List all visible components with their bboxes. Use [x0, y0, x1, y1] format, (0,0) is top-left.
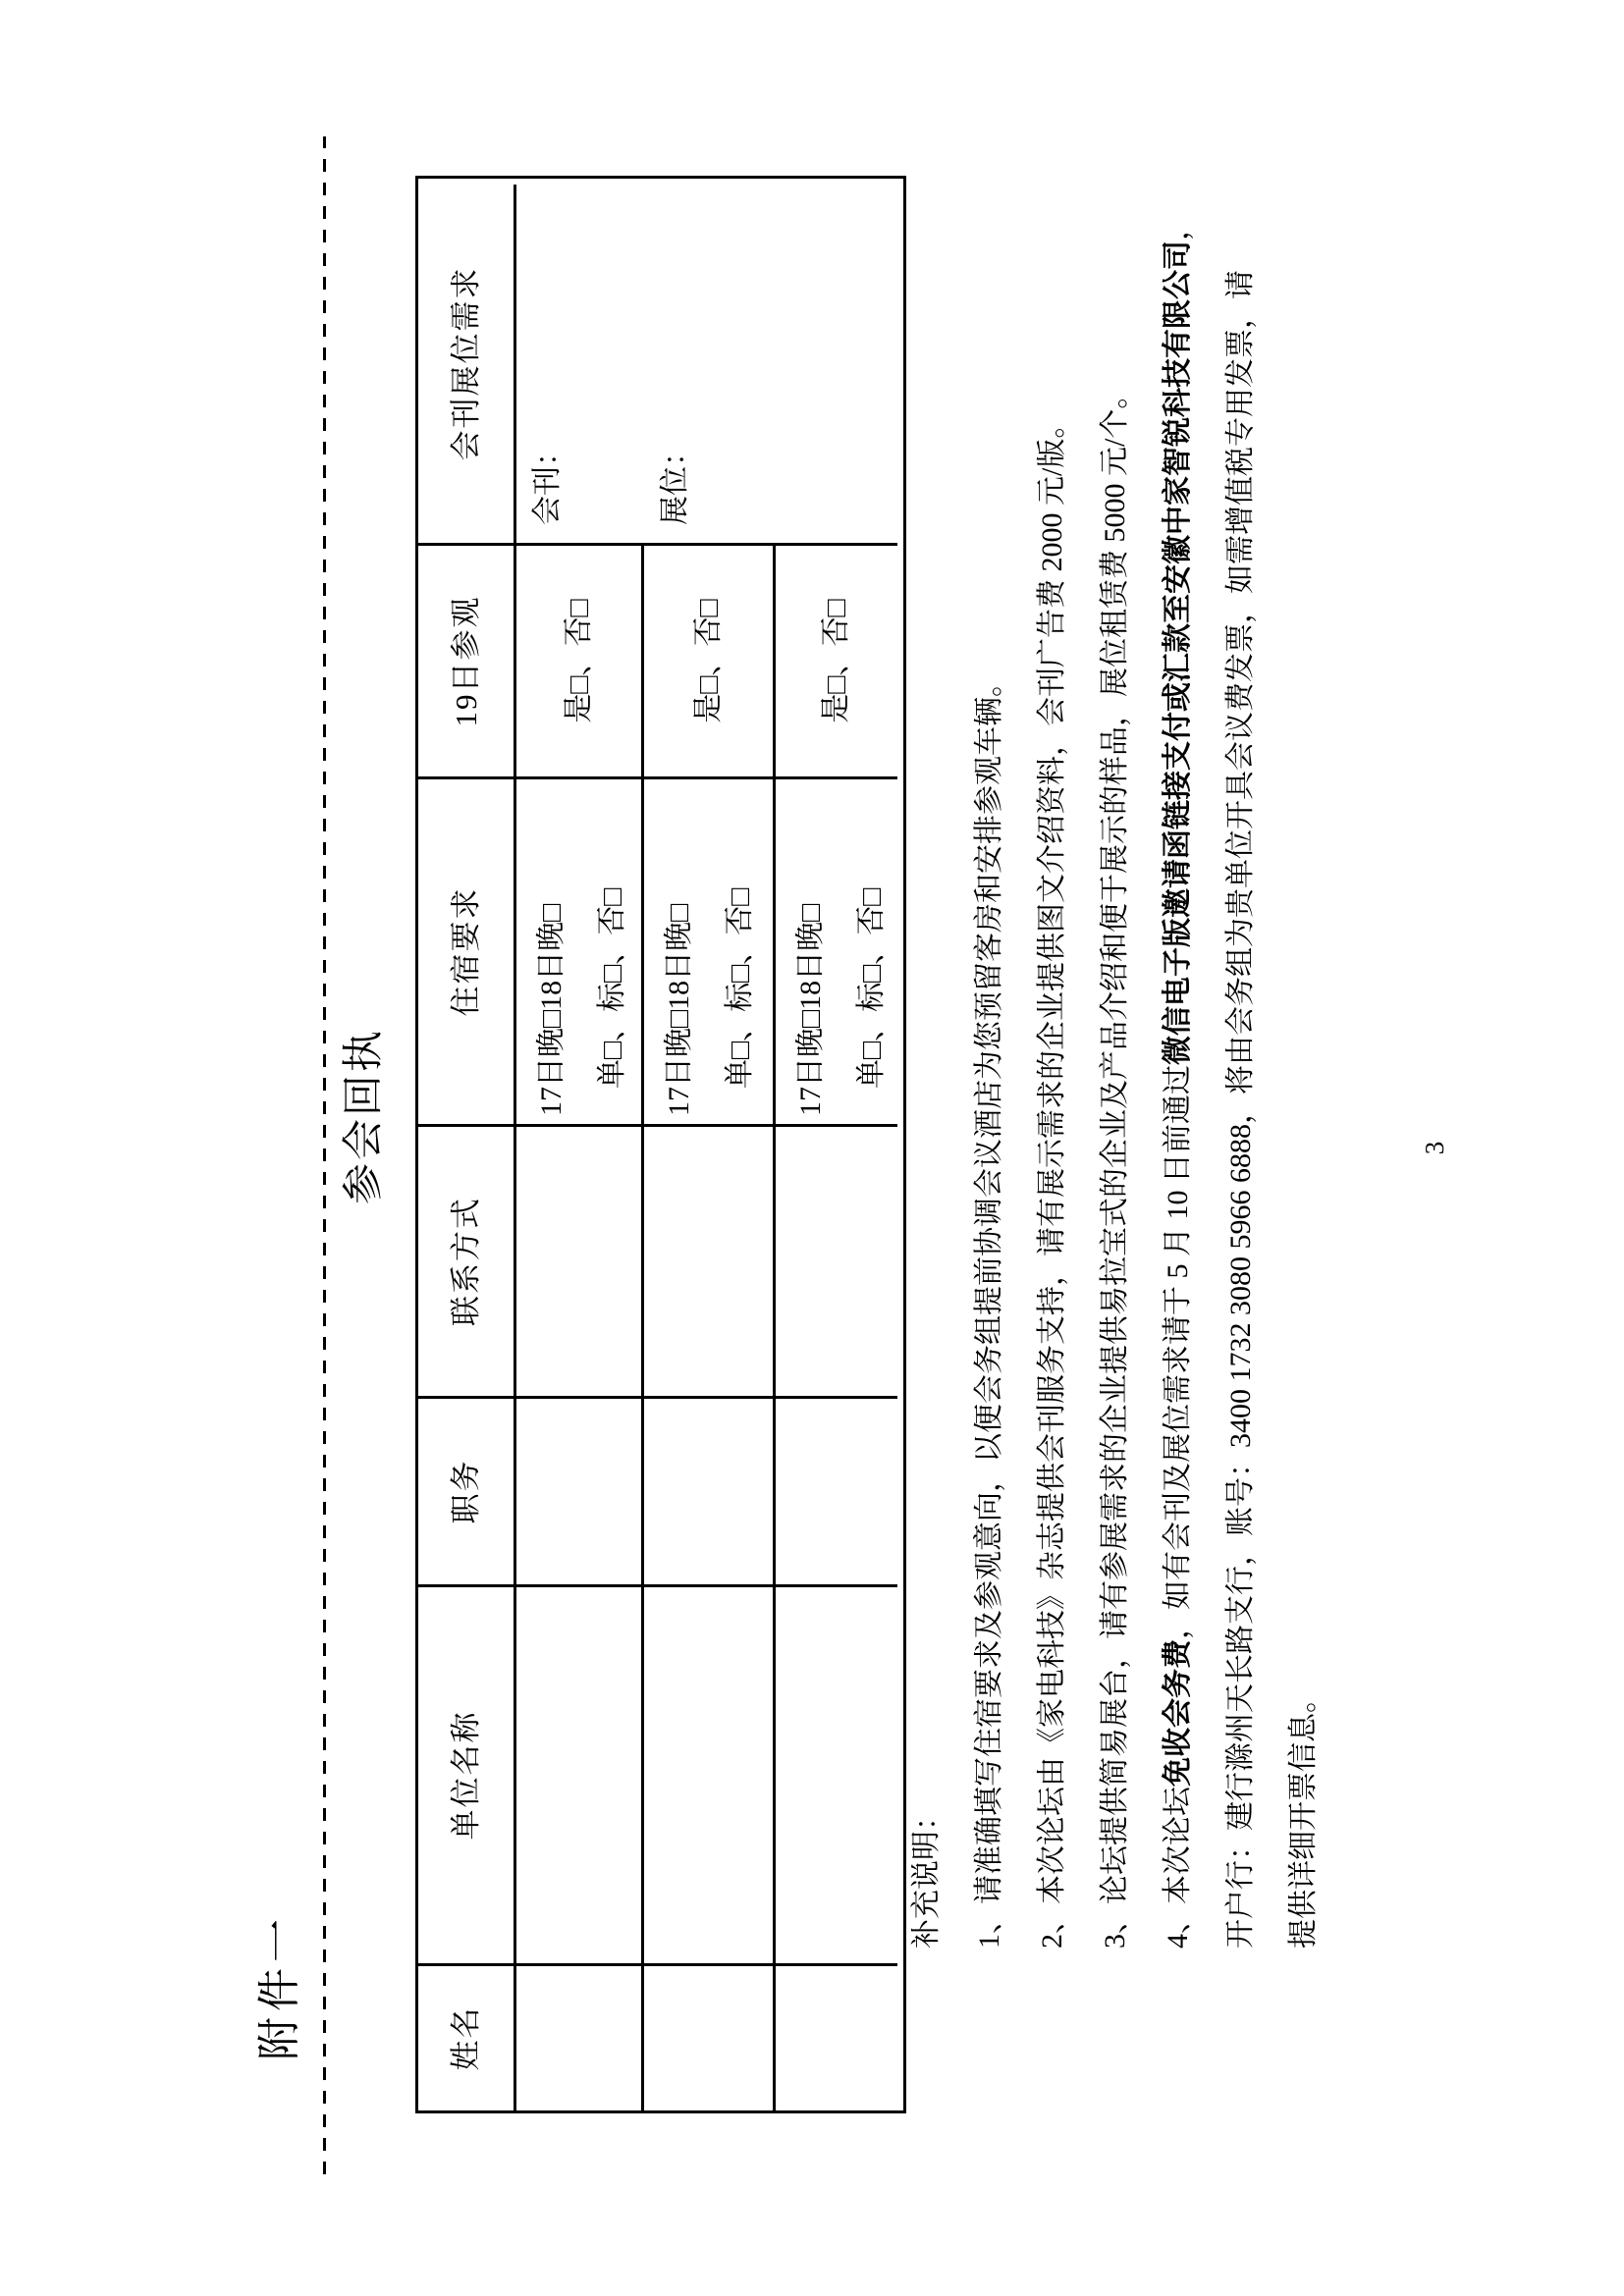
note-4 — [1147, 211, 1210, 1949]
accommodation-room-options: 单□、标□、否□ — [855, 887, 888, 1089]
note-1: 1、请准确填写住宿要求及参观意向，以便会务组提前协调会议酒店为您预留客房和安排参观车辆。 — [973, 667, 1005, 1949]
name-cell-row2 — [644, 1966, 773, 2110]
reply-form-table — [415, 176, 906, 2113]
page-title: 参会回执 — [342, 1027, 387, 1204]
company-cell-row3 — [776, 1587, 897, 1963]
header-accommodation: 住宿要求 — [449, 886, 483, 1017]
contact-cell-row3 — [776, 1127, 897, 1396]
header-journal-booth: 会刊展位需求 — [449, 266, 483, 461]
accommodation-cell-row3 — [776, 779, 897, 1124]
name-cell-row3 — [776, 1966, 897, 2110]
note-4-text: ，如有会刊及展位需求请于 5 月 10 日前通过 — [1162, 1065, 1194, 1639]
position-cell-row1 — [516, 1399, 641, 1584]
attachment-label: 附件一 — [255, 1913, 303, 2060]
accommodation-nights-options: 17日晚□18日晚□ — [794, 903, 827, 1116]
note-4-free-fee-bold: 免收会务费 — [1162, 1639, 1194, 1787]
note-4-payment-bold: 微信电子版邀请函链接支付或汇款至安徽中家智锐科技有限公司 — [1162, 240, 1194, 1065]
header-contact: 联系方式 — [449, 1197, 483, 1326]
header-company: 单位名称 — [449, 1710, 483, 1841]
booth-label: 展位： — [659, 437, 691, 525]
header-visit-day19: 19日参观 — [449, 595, 483, 727]
note-4-text: ， — [1162, 211, 1194, 240]
accommodation-nights-options: 17日晚□18日晚□ — [535, 903, 568, 1116]
company-cell-row2 — [644, 1587, 773, 1963]
visit-cell-row3: 是□、否□ — [820, 599, 852, 723]
position-cell-row2 — [644, 1399, 773, 1584]
note-4-bank-line: 开户行：建行滁州天长路支行，账号：3400 1732 3080 5966 6888，将由会务组为贵单位开具会议费发票，如需增值税专用发票，请 — [1224, 270, 1257, 1949]
note-2: 2、本次论坛由《家电科技》杂志提供会刊服务支持，请有展示需求的企业提供图文介绍资料，会刊广告费 2000 元/版。 — [1036, 408, 1068, 1949]
accommodation-cell-row2 — [644, 779, 773, 1124]
journal-label: 会刊： — [531, 437, 564, 525]
visit-cell-row1: 是□、否□ — [563, 599, 595, 723]
dashed-cut-line — [323, 136, 326, 2174]
note-4-invoice-line: 提供详细开票信息。 — [1287, 1683, 1320, 1949]
supplementary-notes — [895, 211, 1335, 1949]
contact-cell-row2 — [644, 1127, 773, 1396]
page-number: 3 — [1420, 1141, 1449, 1155]
accommodation-room-options: 单□、标□、否□ — [724, 887, 756, 1089]
header-name: 姓名 — [449, 2005, 483, 2071]
note-3: 3、论坛提供简易展台，请有参展需求的企业提供易拉宝式的企业及产品介绍和便于展示的样品，展位租赁费 5000 元/个。 — [1099, 379, 1131, 1949]
company-cell-row1 — [516, 1587, 641, 1963]
accommodation-cell-row1 — [516, 779, 641, 1124]
accommodation-nights-options: 17日晚□18日晚□ — [663, 903, 695, 1116]
notes-heading: 补充说明： — [910, 1801, 943, 1949]
visit-cell-row2: 是□、否□ — [692, 599, 725, 723]
journal-booth-cell — [516, 185, 897, 543]
contact-cell-row1 — [516, 1127, 641, 1396]
position-cell-row3 — [776, 1399, 897, 1584]
header-position: 职务 — [449, 1459, 483, 1524]
note-4-text: 4、本次论坛 — [1162, 1787, 1194, 1949]
accommodation-room-options: 单□、标□、否□ — [596, 887, 628, 1089]
name-cell-row1 — [516, 1966, 641, 2110]
